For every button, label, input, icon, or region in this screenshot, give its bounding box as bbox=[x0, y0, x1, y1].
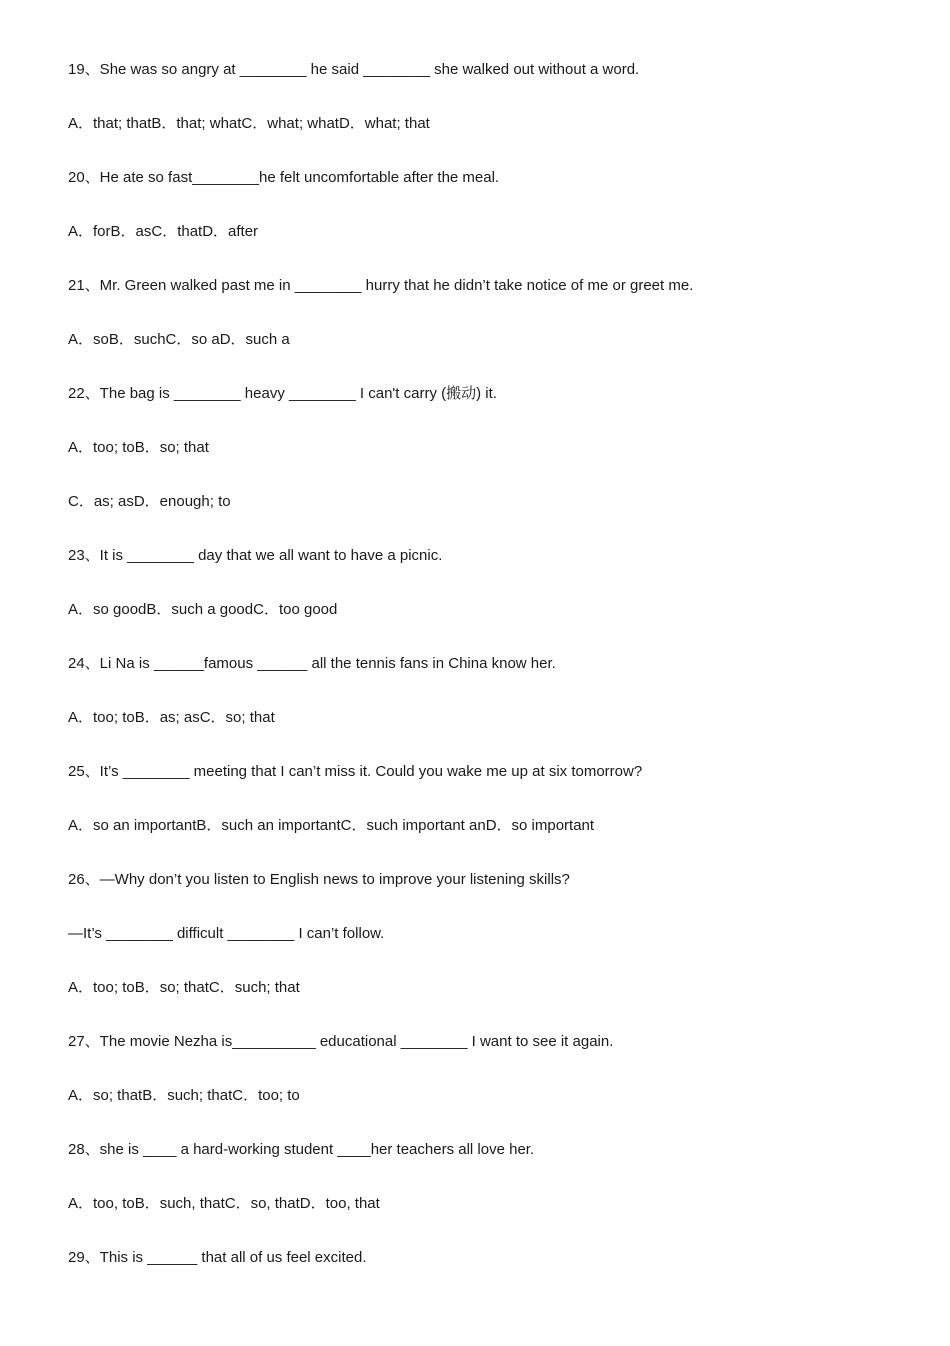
question-22-options-ab: A．too; toB．so; that bbox=[68, 439, 209, 456]
question-21: 21、Mr. Green walked past me in ________ hurry that he didn’t take notice of me or greet me. bbox=[68, 277, 694, 294]
question-28: 28、she is ____ a hard-working student ____her teachers all love her. bbox=[68, 1141, 535, 1158]
question-22-options-cd: C．as; asD．enough; to bbox=[68, 493, 231, 510]
question-29: 29、This is ______ that all of us feel excited. bbox=[68, 1249, 367, 1266]
question-26-reply: —It’s ________ difficult ________ I can’t follow. bbox=[68, 925, 385, 942]
question-27-options: A．so; thatB．such; thatC．too; to bbox=[68, 1087, 300, 1104]
question-26-options: A．too; toB．so; thatC．such; that bbox=[68, 979, 300, 996]
question-23-options: A．so goodB．such a goodC．too good bbox=[68, 601, 338, 618]
question-28-options: A．too, toB．such, thatC．so, thatD．too, that bbox=[68, 1195, 380, 1212]
question-20: 20、He ate so fast________he felt uncomfortable after the meal. bbox=[68, 169, 500, 186]
question-19-options: A．that; thatB．that; whatC．what; whatD．what; that bbox=[68, 115, 430, 132]
question-19: 19、She was so angry at ________ he said ________ she walked out without a word. bbox=[68, 61, 640, 78]
question-23: 23、It is ________ day that we all want to have a picnic. bbox=[68, 547, 443, 564]
question-25: 25、It’s ________ meeting that I can’t miss it. Could you wake me up at six tomorrow? bbox=[68, 763, 643, 780]
question-24-options: A．too; toB．as; asC．so; that bbox=[68, 709, 275, 726]
question-20-options: A．forB．asC．thatD．after bbox=[68, 223, 259, 240]
question-24: 24、Li Na is ______famous ______ all the tennis fans in China know her. bbox=[68, 655, 556, 672]
question-25-options: A．so an importantB．such an importantC．such important anD．so important bbox=[68, 817, 595, 834]
question-27: 27、The movie Nezha is__________ educational ________ I want to see it again. bbox=[68, 1033, 614, 1050]
question-21-options: A．soB．suchC．so aD．such a bbox=[68, 331, 290, 348]
question-22: 22、The bag is ________ heavy ________ I can't carry (搬动) it. bbox=[68, 385, 497, 402]
question-26: 26、—Why don’t you listen to English news to improve your listening skills? bbox=[68, 871, 570, 888]
